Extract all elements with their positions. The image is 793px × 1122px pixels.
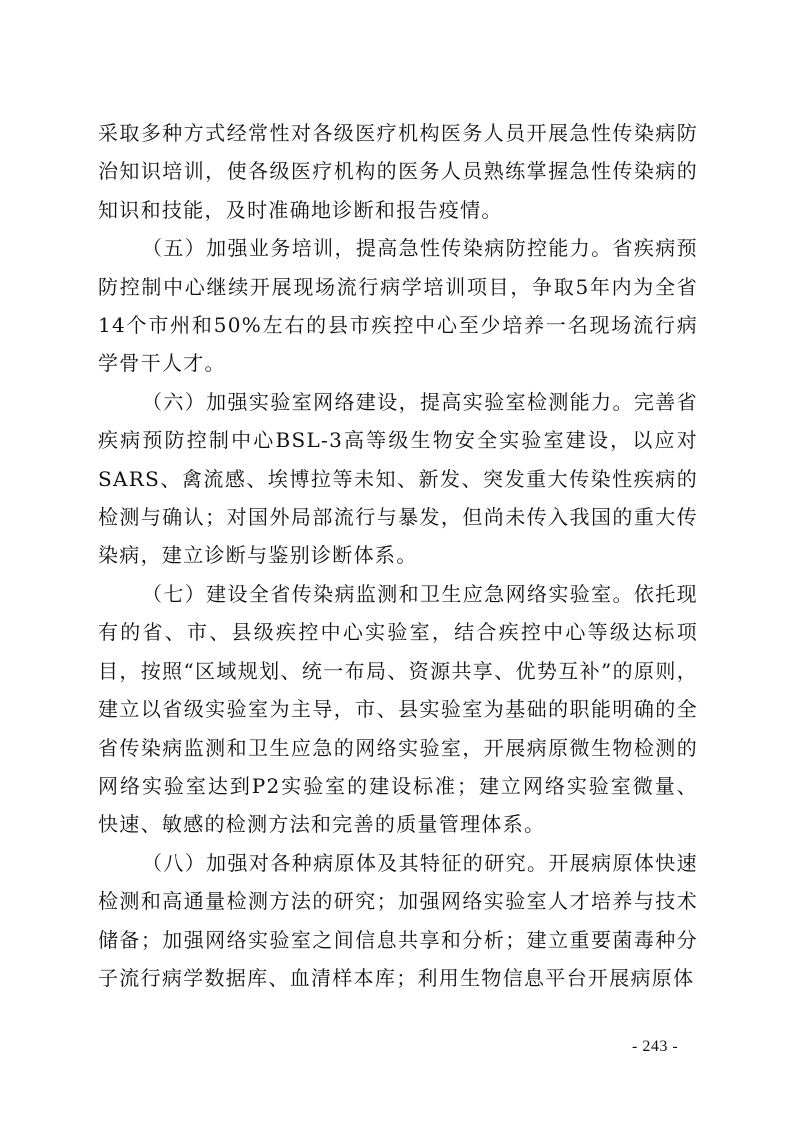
paragraph-section-7: （七）建设全省传染病监测和卫生应急网络实验室。依托现有的省、市、县级疾控中心实验室，结合疾控中心等级达标项目，按照“区域规划、统一布局、资源共享、优势互补”的原则，建立以省级实验室为主导，市、县实验室为基础的职能明确的全省传染病监测和卫生应急的网络实验室，开展病原微生物检测的网络实验室达到P2实验室的建设标准；建立网络实验室微量、快速、敏感的检测方法和完善的质量管理体系。	[98, 581, 698, 837]
paragraph-section-5: （五）加强业务培训，提高急性传染病防控能力。省疾病预防控制中心继续开展现场流行病学培训项目，争取5年内为全省14个市州和50%左右的县市疾控中心至少培养一名现场流行病学骨干人才。	[98, 236, 698, 376]
page-number: - 243 -	[632, 1038, 679, 1055]
paragraph-continuation: 采取多种方式经常性对各级医疗机构医务人员开展急性传染病防治知识培训，使各级医疗机构的医务人员熟练掌握急性传染病的知识和技能，及时准确地诊断和报告疫情。	[98, 121, 698, 222]
paragraph-section-6: （六）加强实验室网络建设，提高实验室检测能力。完善省疾病预防控制中心BSL-3高等级生物安全实验室建设，以应对SARS、禽流感、埃博拉等未知、新发、突发重大传染性疾病的检测与确认；对国外局部流行与暴发，但尚未传入我国的重大传染病，建立诊断与鉴别诊断体系。	[98, 389, 698, 568]
paragraph-section-8: （八）加强对各种病原体及其特征的研究。开展病原体快速检测和高通量检测方法的研究；加强网络实验室人才培养与技术储备；加强网络实验室之间信息共享和分析；建立重要菌毒种分子流行病学数据库、血清样本库；利用生物信息平台开展病原体	[98, 850, 698, 990]
body-text	[98, 114, 698, 997]
